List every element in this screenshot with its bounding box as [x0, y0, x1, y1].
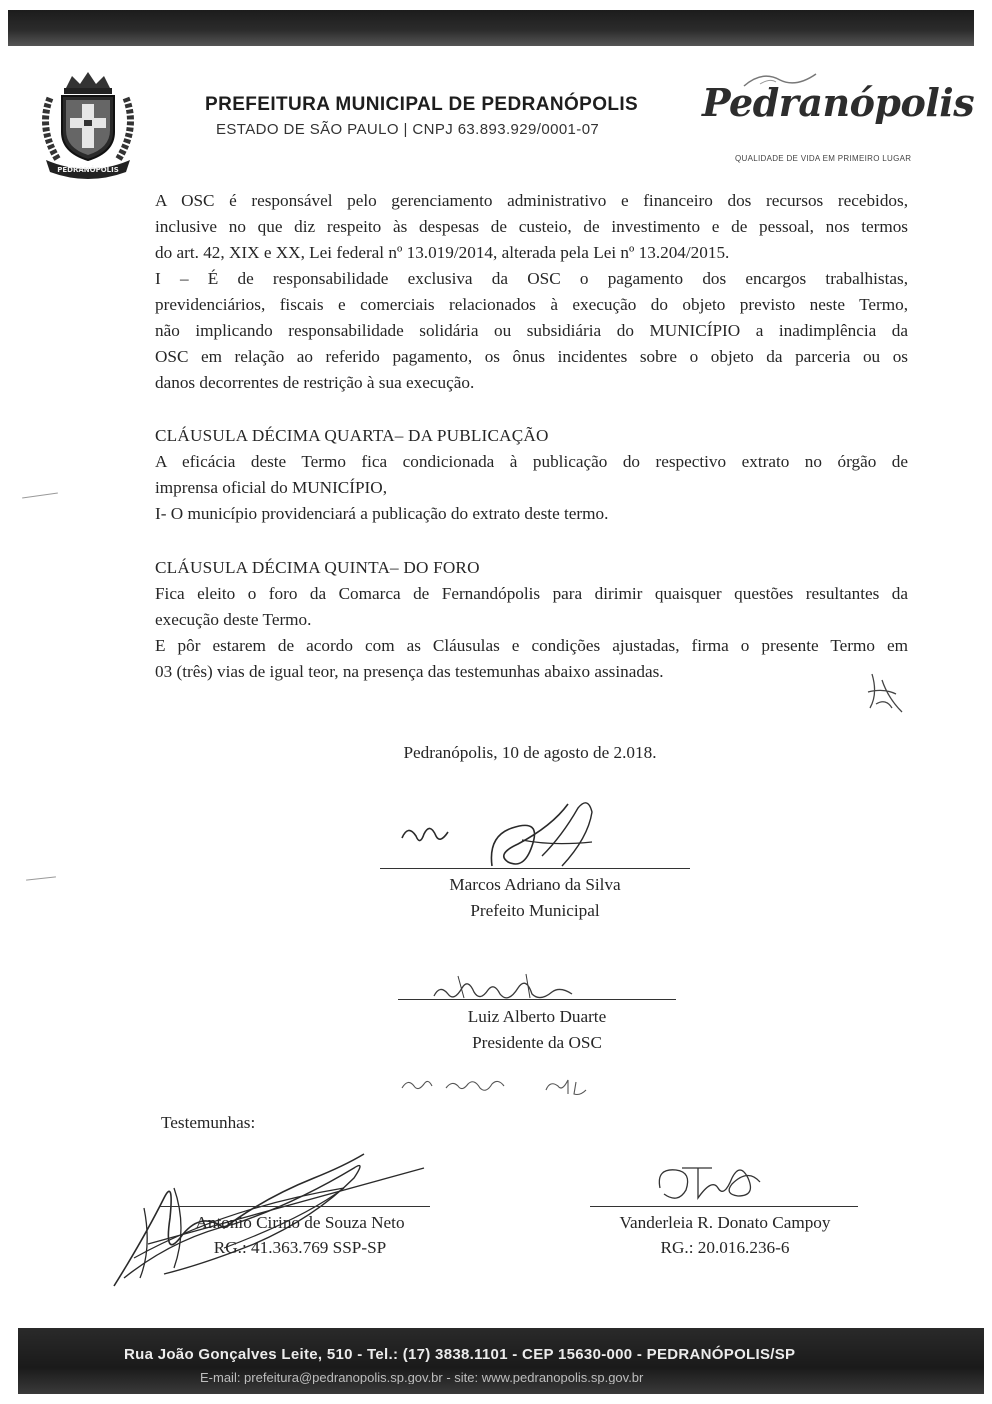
clause-heading: CLÁUSULA DÉCIMA QUARTA– DA PUBLICAÇÃO — [155, 426, 549, 445]
paragraph-osc-responsibility — [155, 188, 908, 266]
text-line: do art. 42, XIX e XX, Lei federal nº 13.019/2014, alterada pela Lei nº 13.204/2015. — [155, 243, 730, 262]
mayor-signature — [392, 796, 622, 876]
crest-banner-label: PEDRANÓPOLIS — [57, 166, 119, 174]
text-line: danos decorrentes de restrição à sua execução. — [155, 373, 475, 392]
text-line: execução deste Termo. — [155, 610, 312, 629]
top-scan-band — [8, 10, 974, 46]
scan-artifact — [22, 492, 58, 498]
witness1-id: RG.: 41.363.769 SSP-SP — [213, 1238, 387, 1257]
initials-mark — [862, 668, 908, 716]
text-line: previdenciários, fiscais e comerciais relacionados à execução do objeto previsto neste Termo, — [155, 295, 908, 314]
municipality-subtitle: ESTADO DE SÃO PAULO | CNPJ 63.893.929/0001-07 — [216, 121, 600, 138]
handwritten-note — [396, 1066, 592, 1100]
footer-contact: E-mail: prefeitura@pedranopolis.sp.gov.br - site: www.pedranopolis.sp.gov.br — [200, 1370, 644, 1384]
logo-tagline: QUALIDADE DE VIDA EM PRIMEIRO LUGAR — [735, 154, 912, 163]
paragraph-osc-obligations — [155, 266, 908, 396]
text-line: E pôr estarem de acordo com as Cláusulas e condições ajustadas, firma o presente Termo em — [155, 636, 908, 655]
letterhead — [0, 60, 992, 190]
text-line: Fica eleito o foro da Comarca de Fernandópolis para dirimir quaisquer questões resultantes da — [155, 584, 908, 603]
witness2-id: RG.: 20.016.236-6 — [660, 1238, 790, 1257]
text-line: I – É de responsabilidade exclusiva da OSC o pagamento dos encargos trabalhistas, — [155, 269, 908, 288]
clause-fourteen — [155, 423, 908, 527]
footer-address: Rua João Gonçalves Leite, 510 - Tel.: (17) 3838.1101 - CEP 15630-000 - PEDRANÓPOLIS/SP — [124, 1346, 796, 1363]
witness2-signature — [652, 1158, 768, 1206]
osc-president-role: Presidente da OSC — [472, 1033, 602, 1052]
municipality-title: PREFEITURA MUNICIPAL DE PEDRANÓPOLIS — [205, 94, 639, 115]
text-line: I- O município providenciará a publicação do extrato deste termo. — [155, 504, 609, 523]
scan-artifact — [26, 876, 56, 880]
witness2-name: Vanderleia R. Donato Campoy — [619, 1213, 831, 1232]
mayor-role: Prefeito Municipal — [470, 901, 600, 920]
witness2-signature-line — [590, 1206, 858, 1207]
text-line: não implicando responsabilidade solidária ou subsidiária do MUNICÍPIO a inadimplência da — [155, 321, 908, 340]
witness1-name: Antonio Cirino de Souza Neto — [195, 1213, 405, 1232]
witnesses-label: Testemunhas: — [161, 1113, 256, 1132]
city-logo-wordmark: Pedranópolis — [702, 80, 975, 125]
clause-heading: CLÁUSULA DÉCIMA QUINTA– DO FORO — [155, 558, 480, 577]
witness1-signature-line — [160, 1206, 430, 1207]
osc-president-name: Luiz Alberto Duarte — [467, 1007, 607, 1026]
text-line: A OSC é responsável pelo gerenciamento administrativo e financeiro dos recursos recebidos, — [155, 191, 908, 210]
mayor-name: Marcos Adriano da Silva — [449, 875, 621, 894]
mayor-signature-line — [380, 868, 690, 869]
text-line: OSC em relação ao referido pagamento, os ônus incidentes sobre o objeto da parceria ou os — [155, 347, 908, 366]
date-line: Pedranópolis, 10 de agosto de 2.018. — [403, 743, 657, 762]
osc-signature-line — [398, 999, 676, 1000]
clause-fifteen — [155, 555, 908, 685]
text-line: 03 (três) vias de igual teor, na presença das testemunhas abaixo assinadas. — [155, 662, 664, 681]
text-line: A eficácia deste Termo fica condicionada à publicação do respectivo extrato no órgão de — [155, 452, 908, 471]
municipal-crest-icon — [32, 68, 144, 180]
text-line: imprensa oficial do MUNICÍPIO, — [155, 478, 387, 497]
osc-president-signature — [428, 968, 578, 1008]
text-line: inclusive no que diz respeito às despesas de custeio, de investimento e de pessoal, nos termos — [155, 217, 908, 236]
